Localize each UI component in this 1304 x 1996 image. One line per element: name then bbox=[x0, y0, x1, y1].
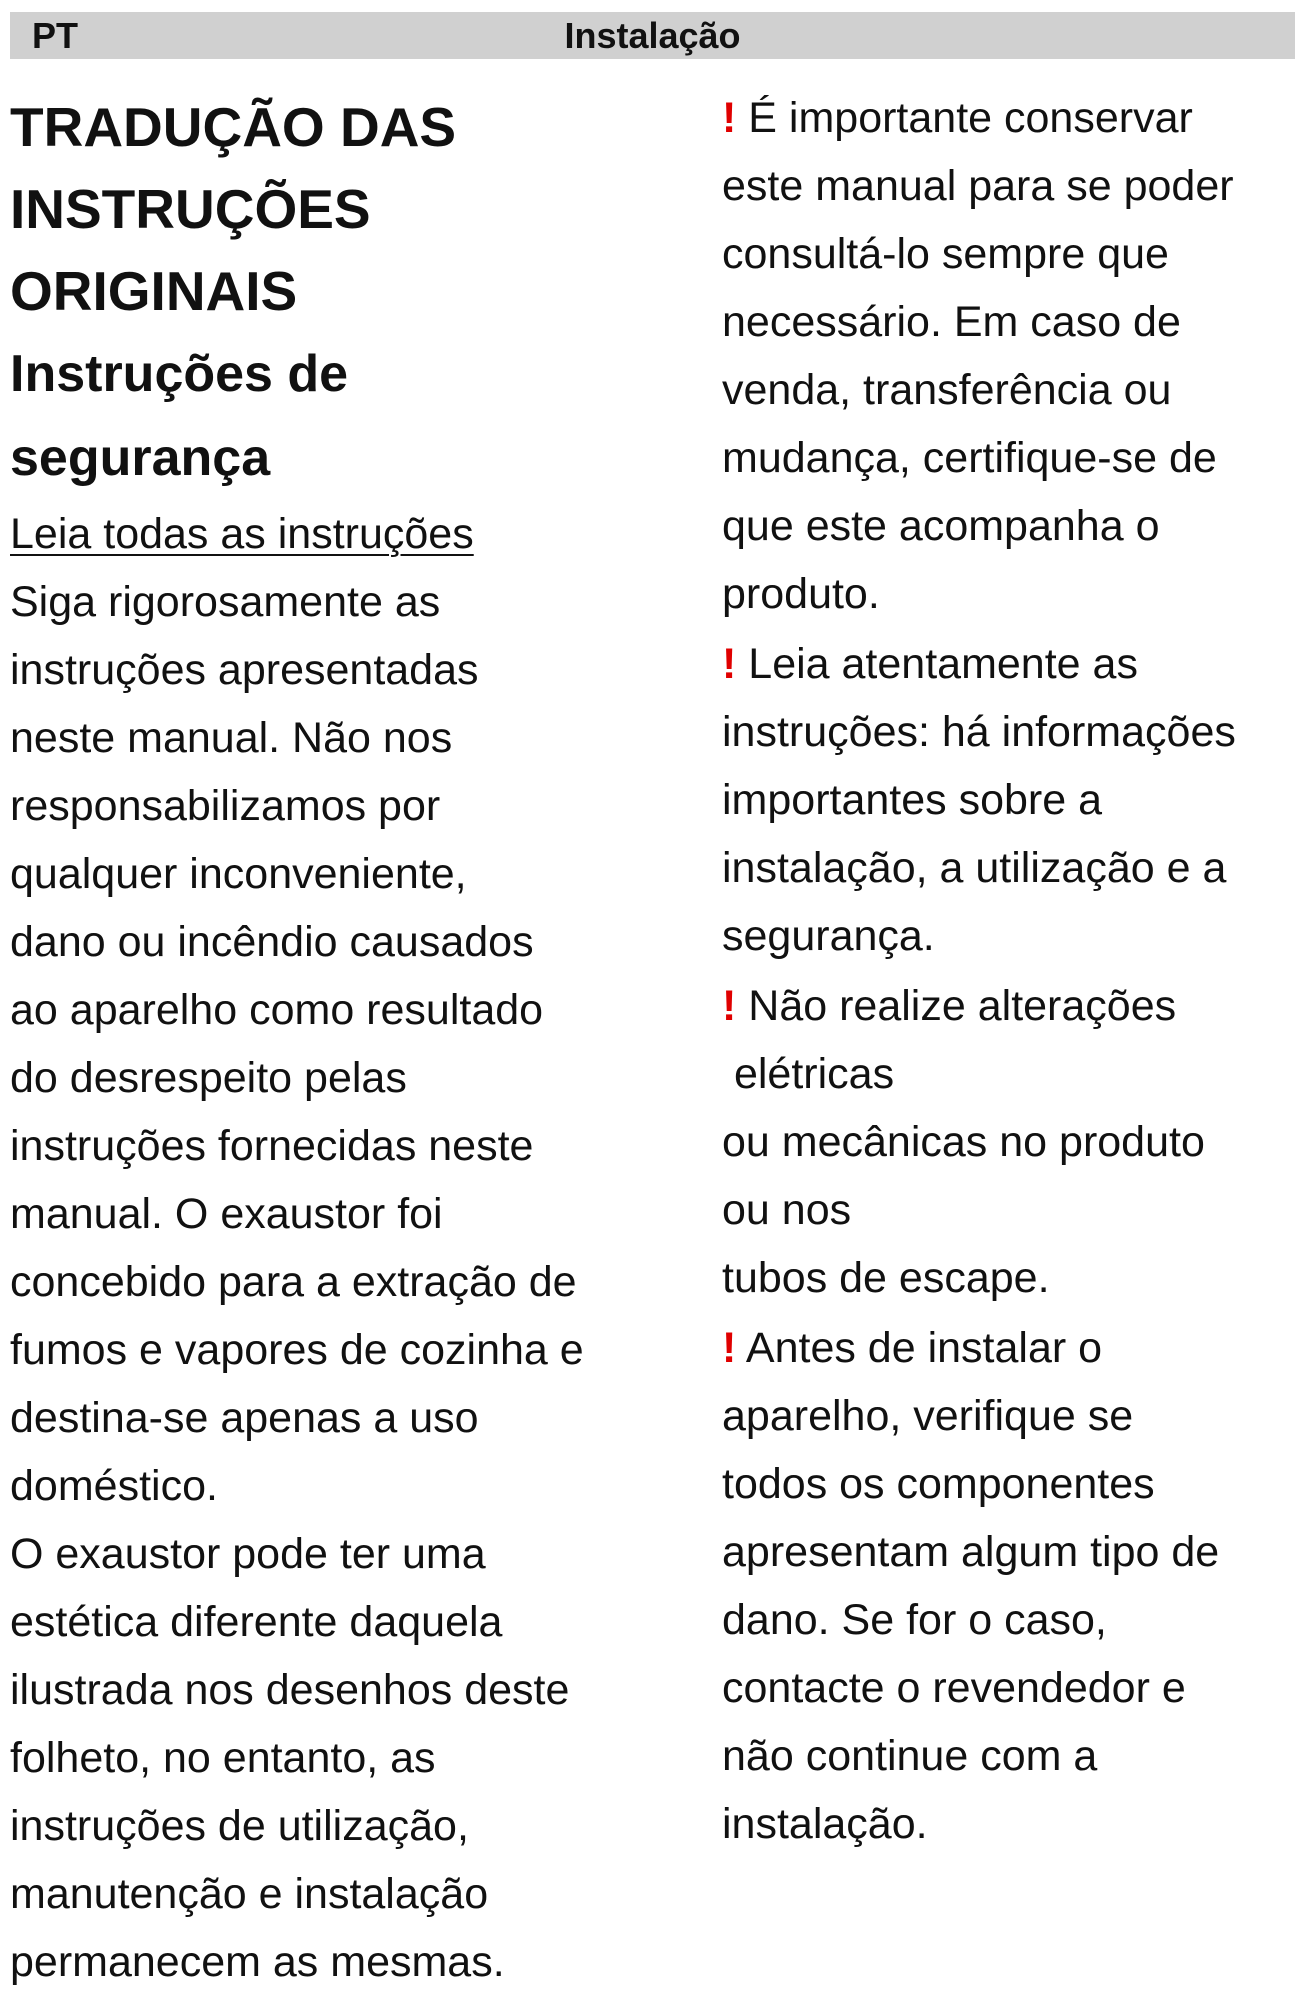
text-line: venda, transferência ou bbox=[722, 366, 1172, 414]
note-first-line bbox=[722, 84, 1302, 152]
lead-line bbox=[10, 500, 660, 568]
text-line: concebido para a extração de bbox=[10, 1258, 577, 1306]
note-first-line bbox=[722, 972, 1302, 1040]
text-line: apresentam algum tipo de bbox=[722, 1528, 1220, 1576]
text-line: mudança, certifique-se de bbox=[722, 434, 1217, 482]
text-line: neste manual. Não nos bbox=[10, 714, 453, 762]
note-first-line bbox=[722, 1314, 1302, 1382]
text-line: instruções apresentadas bbox=[10, 646, 479, 694]
text-line: qualquer inconveniente, bbox=[10, 850, 467, 898]
text-line: Siga rigorosamente as bbox=[10, 578, 441, 626]
text-line: necessário. Em caso de bbox=[722, 298, 1181, 346]
left-column bbox=[10, 86, 660, 1996]
text-line: instruções fornecidas neste bbox=[10, 1122, 534, 1170]
warning-icon: ! bbox=[722, 640, 737, 688]
warning-note bbox=[722, 630, 1302, 970]
text-line: fumos e vapores de cozinha e bbox=[10, 1326, 584, 1374]
text-line: não continue com a bbox=[722, 1732, 1098, 1780]
text-line: do desrespeito pelas bbox=[10, 1054, 407, 1102]
lead-text: Leia todas as instruções bbox=[10, 510, 474, 558]
text-line: todos os componentes bbox=[722, 1460, 1155, 1508]
text-line: folheto, no entanto, as bbox=[10, 1734, 436, 1782]
section-title: Instalação bbox=[564, 15, 741, 56]
warning-note bbox=[722, 84, 1302, 628]
text-line: doméstico. bbox=[10, 1462, 218, 1510]
text-line: instalação. bbox=[722, 1800, 928, 1848]
text-line: estética diferente daquela bbox=[10, 1598, 503, 1646]
warning-icon: ! bbox=[722, 1324, 737, 1372]
text-line: tubos de escape. bbox=[722, 1254, 1050, 1302]
text-line: que este acompanha o bbox=[722, 502, 1160, 550]
warning-note bbox=[722, 972, 1302, 1312]
document-title bbox=[10, 86, 660, 332]
text-line: manutenção e instalação bbox=[10, 1870, 489, 1918]
note-text: Leia atentamente as bbox=[736, 640, 1138, 688]
text-line: aparelho, verifique se bbox=[722, 1392, 1134, 1440]
text-line: segurança. bbox=[722, 912, 935, 960]
heading-line: Instruções de bbox=[10, 345, 349, 403]
heading-line: segurança bbox=[10, 429, 271, 487]
text-line: ou mecânicas no produto bbox=[722, 1118, 1205, 1166]
warning-note bbox=[722, 1314, 1302, 1858]
text-line: dano ou incêndio causados bbox=[10, 918, 534, 966]
text-line: ao aparelho como resultado bbox=[10, 986, 544, 1034]
paragraph bbox=[10, 568, 660, 1520]
right-column bbox=[722, 84, 1302, 1860]
text-line: produto. bbox=[722, 570, 880, 618]
text-line: este manual para se poder bbox=[722, 162, 1234, 210]
text-line: destina-se apenas a uso bbox=[10, 1394, 479, 1442]
title-line: INSTRUÇÕES ORIGINAIS bbox=[10, 178, 371, 322]
note-text: Antes de instalar o bbox=[736, 1324, 1103, 1372]
text-line: instalação, a utilização e a bbox=[722, 844, 1227, 892]
text-line: consultá-lo sempre que bbox=[722, 230, 1169, 278]
text-line: O exaustor pode ter uma bbox=[10, 1530, 486, 1578]
text-line: contacte o revendedor e bbox=[722, 1664, 1186, 1712]
text-line: instruções de utilização, bbox=[10, 1802, 469, 1850]
text-line: responsabilizamos por bbox=[10, 782, 441, 830]
text-line: manual. O exaustor foi bbox=[10, 1190, 443, 1238]
text-line: instruções: há informações bbox=[722, 708, 1236, 756]
paragraph bbox=[10, 1520, 660, 1996]
language-code: PT bbox=[32, 15, 79, 56]
note-text: É importante conservar bbox=[736, 94, 1193, 142]
text-line: dano. Se for o caso, bbox=[722, 1596, 1107, 1644]
note-first-line bbox=[722, 630, 1302, 698]
text-line: permanecem as mesmas. bbox=[10, 1938, 505, 1986]
page-header bbox=[10, 12, 1295, 59]
warning-icon: ! bbox=[722, 94, 737, 142]
text-line: elétricas bbox=[722, 1050, 895, 1098]
text-line: importantes sobre a bbox=[722, 776, 1103, 824]
text-line: ou nos bbox=[722, 1186, 852, 1234]
title-line: TRADUÇÃO DAS bbox=[10, 96, 457, 158]
warning-icon: ! bbox=[722, 982, 737, 1030]
note-text: Não realize alterações bbox=[736, 982, 1177, 1030]
text-line: ilustrada nos desenhos deste bbox=[10, 1666, 570, 1714]
section-heading bbox=[10, 332, 660, 500]
